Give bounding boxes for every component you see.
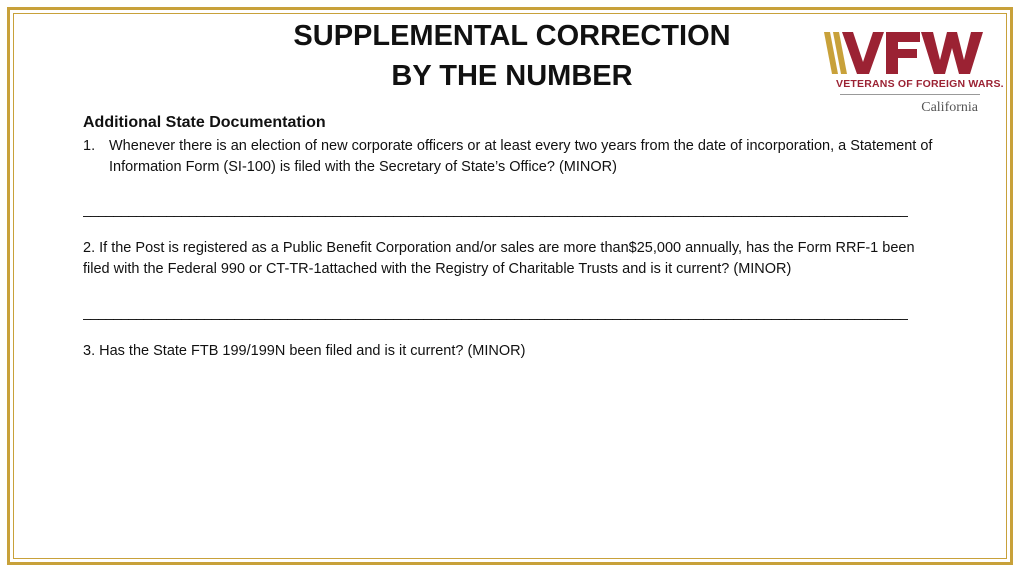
vfw-wordmark-icon — [822, 28, 990, 78]
list-item-2-text: 2. If the Post is registered as a Public Benefit Corporation and/or sales are more than$25,000 annually, has the Form RRF-1 been filed with the Federal 990 or CT-TR-1attached with the Registry of Charitable Trusts and is it current? (MINOR) — [83, 240, 915, 277]
list-item-1-text: Whenever there is an election of new corporate officers or at least every two years from the date of incorporation, a Statement of Information Form (SI-100) is filed with the Secretary of State’s Office? (MINOR) — [109, 138, 933, 175]
slide-content — [83, 112, 943, 359]
answer-line-2: _____________________________________________________________________________________________________________ — [83, 305, 908, 321]
logo-org-name: VETERANS OF FOREIGN WARS. — [836, 78, 1004, 90]
vfw-logo — [822, 28, 1004, 120]
logo-divider — [840, 94, 980, 95]
list-item-1-number: 1. — [83, 138, 96, 154]
section-heading: Additional State Documentation — [83, 114, 326, 131]
list-item-1 — [83, 136, 943, 178]
slide-title-line-2: BY THE NUMBER — [391, 60, 633, 92]
slide-title-line-1: SUPPLEMENTAL CORRECTION — [293, 20, 731, 52]
list-item-3-text: 3. Has the State FTB 199/199N been filed and is it current? (MINOR) — [83, 343, 526, 359]
logo-state-name: California — [921, 100, 978, 115]
answer-line-1: _____________________________________________________________________________________________________________ — [83, 202, 908, 218]
